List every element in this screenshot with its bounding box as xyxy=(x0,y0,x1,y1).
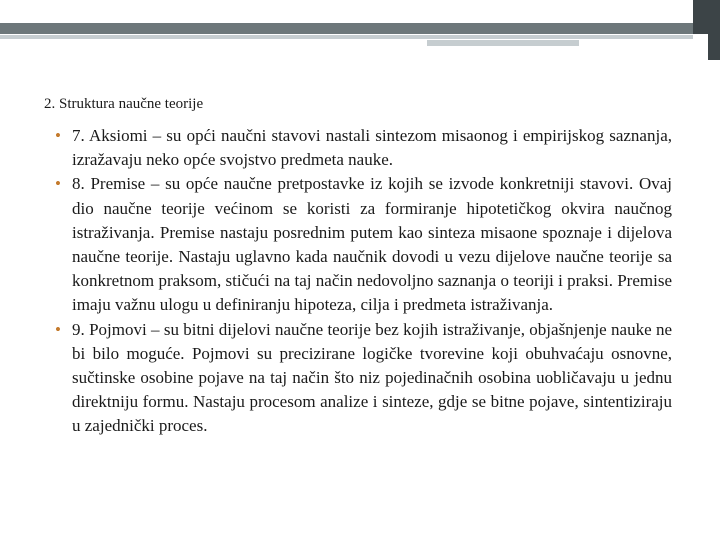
bullet-item xyxy=(50,172,672,317)
slide-title: 2. Struktura naučne teorije xyxy=(44,96,204,112)
header-accent-line xyxy=(427,40,579,46)
bullet-icon: • xyxy=(55,126,61,145)
bullet-text-premise: 8. Premise – su opće naučne pretpostavke iz kojih se izvode konkretniji stavovi. Ovaj dio naučne teorije većinom se koristi za formiranje hipotetičkog okvira naučnog istraživanja. Premise nastaju posrednim putem kao sinteza misaone spoznaje i dijelova naučne teorije. Nastaju uglavno kada naučnik dovodi u vezu dijelove naučne teorije sa konkretnom praksom, stičući na taj način nedovoljno saznanja o teoriji i praksi. Premise imaju važnu ulogu u definiranju hipoteza, cilja i predmeta istraživanja. xyxy=(72,174,672,315)
bullet-text-pojmovi: 9. Pojmovi – su bitni dijelovi naučne teorije bez kojih istraživanje, objašnjenje nauke ne bi bilo moguće. Pojmovi su precizirane logičke tvorevine koji obuhvaćaju osnovne, sučtinske osobine pojave na taj način što niz pojedinačnih osobina uobličavaju u jednu direktniju formu. Nastaju procesom analize i sinteze, gdje se bitne pojave, sintentiziraju u zajednički proces. xyxy=(72,319,672,436)
header-divider-line xyxy=(0,35,693,39)
header-band xyxy=(0,23,693,34)
bullet-icon: • xyxy=(55,174,61,194)
bullet-item xyxy=(50,124,672,172)
bullet-text-aksiomi: 7. Aksiomi – su opći naučni stavovi nastali sintezom misaonog i empirijskog saznanja, izražavaju neko opće svojstvo predmeta nauke. xyxy=(72,126,672,170)
bullet-icon: • xyxy=(55,319,61,339)
bullet-list xyxy=(50,124,672,439)
bullet-item xyxy=(50,318,672,439)
header-corner-strip xyxy=(708,0,720,60)
